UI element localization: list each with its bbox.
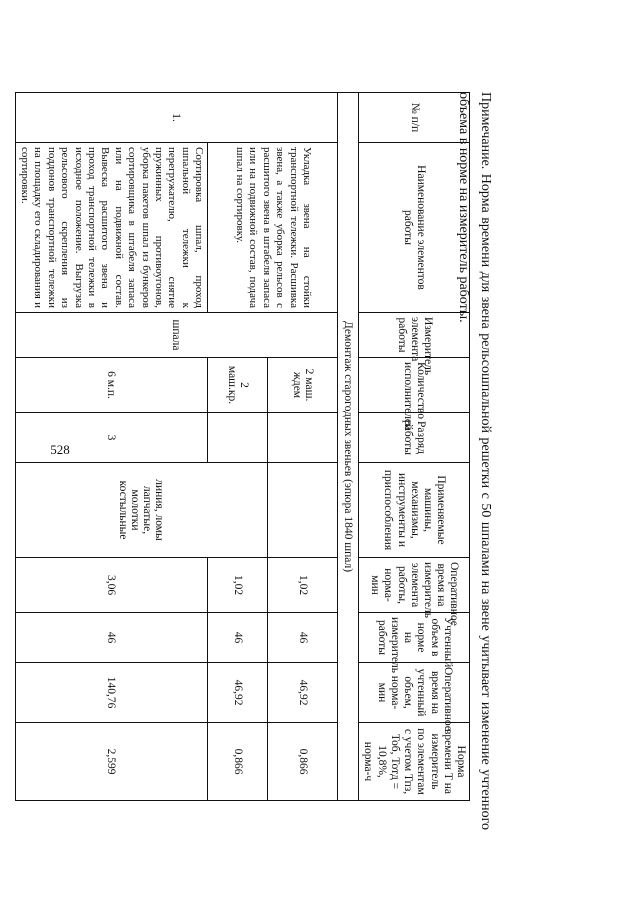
row-norm-2: 0,866 bbox=[208, 723, 268, 801]
section-title: Демонтаж старогодных звеньев (эпюра 1840 шпал) bbox=[338, 93, 359, 801]
row-norm-3: 2,599 bbox=[15, 723, 208, 801]
row-text-2: Сортировка шпал, проход шпальной тележки к перегружателю, снятие пружинных противоугонов, уборка пакетов шпал из бункеров сортировщика в штабеля запаса или на подвижной состав. Вывеска расшитого звена и проход транспортной тележки в исходное положение. Выгрузка рельсового скрепления из поддонов транспортной тележки на площадку его складирования и сортировки. bbox=[15, 143, 208, 313]
header-workers: Количество исполнителей bbox=[359, 358, 470, 413]
row-machines: линия, ломы лапчатые, молотки костыльные bbox=[15, 463, 268, 558]
header-op-time: Оперативное время на измеритель элемента работы, норма-мин bbox=[359, 558, 470, 613]
row-volume-3: 46 bbox=[15, 613, 208, 663]
header-meter: Измеритель элемента работы bbox=[359, 313, 470, 358]
row-grade-2 bbox=[208, 413, 268, 463]
header-norm: Норма времени Т на измеритель по элементам с учетом Тпз, Тоб, Тотд = 10,8%, норма-ч bbox=[359, 723, 470, 801]
row-volume-1: 46 bbox=[268, 613, 338, 663]
row-text-1: Укладка звена на стойки транспортной тележки. Расшивка звена, а также уборка рельсов с расшитого звена в штабеля запаса или на подвижной состав, подача шпал на сортировку. bbox=[208, 143, 338, 313]
row-machines-1 bbox=[268, 463, 338, 558]
row-workers-1: 2 маш. ждем bbox=[268, 358, 338, 413]
page-number: 528 bbox=[50, 442, 70, 457]
rotated-table-block bbox=[18, 92, 470, 800]
footnote: Примечание. Норма времени для звена рельсошпальной решетки с 50 шпалами на звене учитывает изменение учтенного объема в норме на измеритель работы. bbox=[456, 92, 493, 830]
header-machines: Применяемые машины, механизмы, инструменты и приспособления bbox=[359, 463, 470, 558]
row-op-volume-2: 46,92 bbox=[208, 663, 268, 723]
row-op-time-1: 1,02 bbox=[268, 558, 338, 613]
row-grade: 3 bbox=[15, 413, 208, 463]
header-grade: Разряд работы bbox=[359, 413, 470, 463]
row-meter: шпала bbox=[15, 313, 338, 358]
header-op-volume: Оперативное время на учтенный объем, норма-мин bbox=[359, 663, 470, 723]
row-workers-3: 6 м.п. bbox=[15, 358, 208, 413]
row-op-time-3: 3,06 bbox=[15, 558, 208, 613]
header-name: Наименование элементов работы bbox=[359, 143, 470, 313]
row-workers-2: 2 маш.кр. bbox=[208, 358, 268, 413]
header-volume: Учтенный объем в норме на измеритель работы bbox=[359, 613, 470, 663]
norms-table bbox=[15, 92, 470, 801]
header-no: № п/п bbox=[359, 93, 470, 143]
row-op-volume-1: 46,92 bbox=[268, 663, 338, 723]
row-op-time-2: 1,02 bbox=[208, 558, 268, 613]
row-norm-1: 0,866 bbox=[268, 723, 338, 801]
row-op-volume-3: 140,76 bbox=[15, 663, 208, 723]
row-volume-2: 46 bbox=[208, 613, 268, 663]
row-grade-1 bbox=[268, 413, 338, 463]
row-number: 1. bbox=[15, 93, 338, 143]
